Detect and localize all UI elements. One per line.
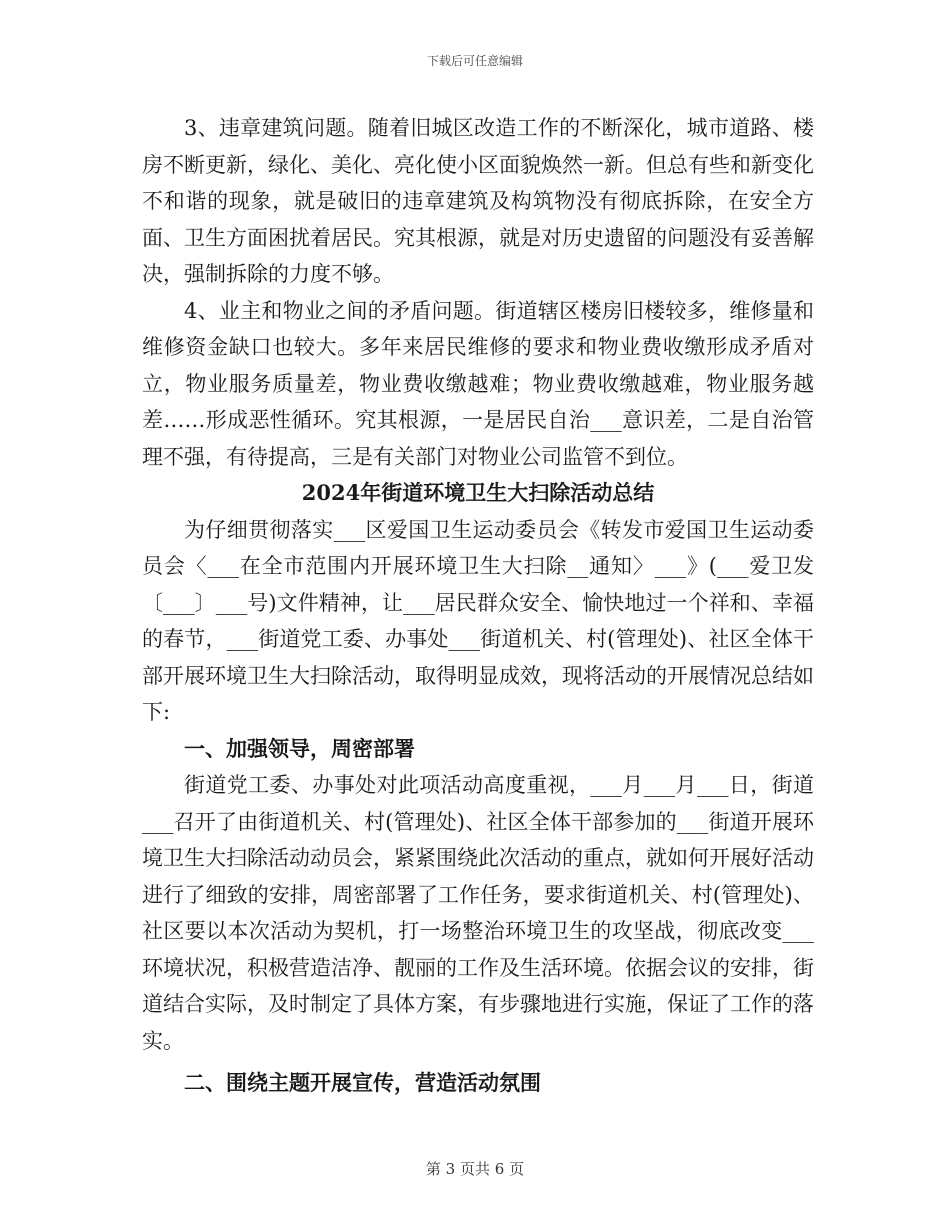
paragraph-item-4: 4、业主和物业之间的矛盾问题。街道辖区楼房旧楼较多，维修量和维修资金缺口也较大。多年来居民维修的要求和物业费收缴形成矛盾对立，物业服务质量差，物业费收缴越难；物业费收缴越难，物业服务越差……形成恶性循环。究其根源，一是居民自治___意识差，二是自治管理不强，有待提高，三是有关部门对物业公司监管不到位。 (142, 298, 814, 469)
page-footer: 第 3 页共 6 页 (425, 1160, 525, 1178)
page-header: 下载后可任意编辑 (426, 54, 523, 68)
intro-paragraph: 为仔细贯彻落实___区爱国卫生运动委员会《转发市爱国卫生运动委员会〈___在全市范围内开展环境卫生大扫除__通知〉___》(___爱卫发〔___〕___号)文件精神，让___居民群众安全、愉快地过一个祥和、幸福的春节，___街道党工委、办事处___街道机关、村(管理处)、社区全体干部开展环境卫生大扫除活动，取得明显成效，现将活动的开展情况总结如下: (142, 517, 814, 724)
document-body (142, 110, 814, 1102)
section-1-paragraph: 街道党工委、办事处对此项活动高度重视，___月___月___日，街道___召开了由街道机关、村(管理处)、社区全体干部参加的___街道开展环境卫生大扫除活动动员会，紧紧围绕此次活动的重点，就如何开展好活动进行了细致的安排，周密部署了工作任务，要求街道机关、村(管理处)、社区要以本次活动为契机，打一场整治环境卫生的攻坚战，彻底改变___环境状况，积极营造洁净、靓丽的工作及生活环境。依据会议的安排，街道结合实际，及时制定了具体方案，有步骤地进行实施，保证了工作的落实。 (142, 773, 814, 1053)
section-heading-2: 二、围绕主题开展宣传，营造活动氛围 (184, 1070, 541, 1095)
document-title: 2024年街道环境卫生大扫除活动总结 (301, 480, 655, 505)
section-heading-1: 一、加强领导，周密部署 (184, 735, 415, 761)
paragraph-item-3: 3、违章建筑问题。随着旧城区改造工作的不断深化，城市道路、楼房不断更新，绿化、美化、亮化使小区面貌焕然一新。但总有些和新变化不和谐的现象，就是破旧的违章建筑及构筑物没有彻底拆除，在安全方面、卫生方面困扰着居民。究其根源，就是对历史遗留的问题没有妥善解决，强制拆除的力度不够。 (142, 116, 814, 286)
